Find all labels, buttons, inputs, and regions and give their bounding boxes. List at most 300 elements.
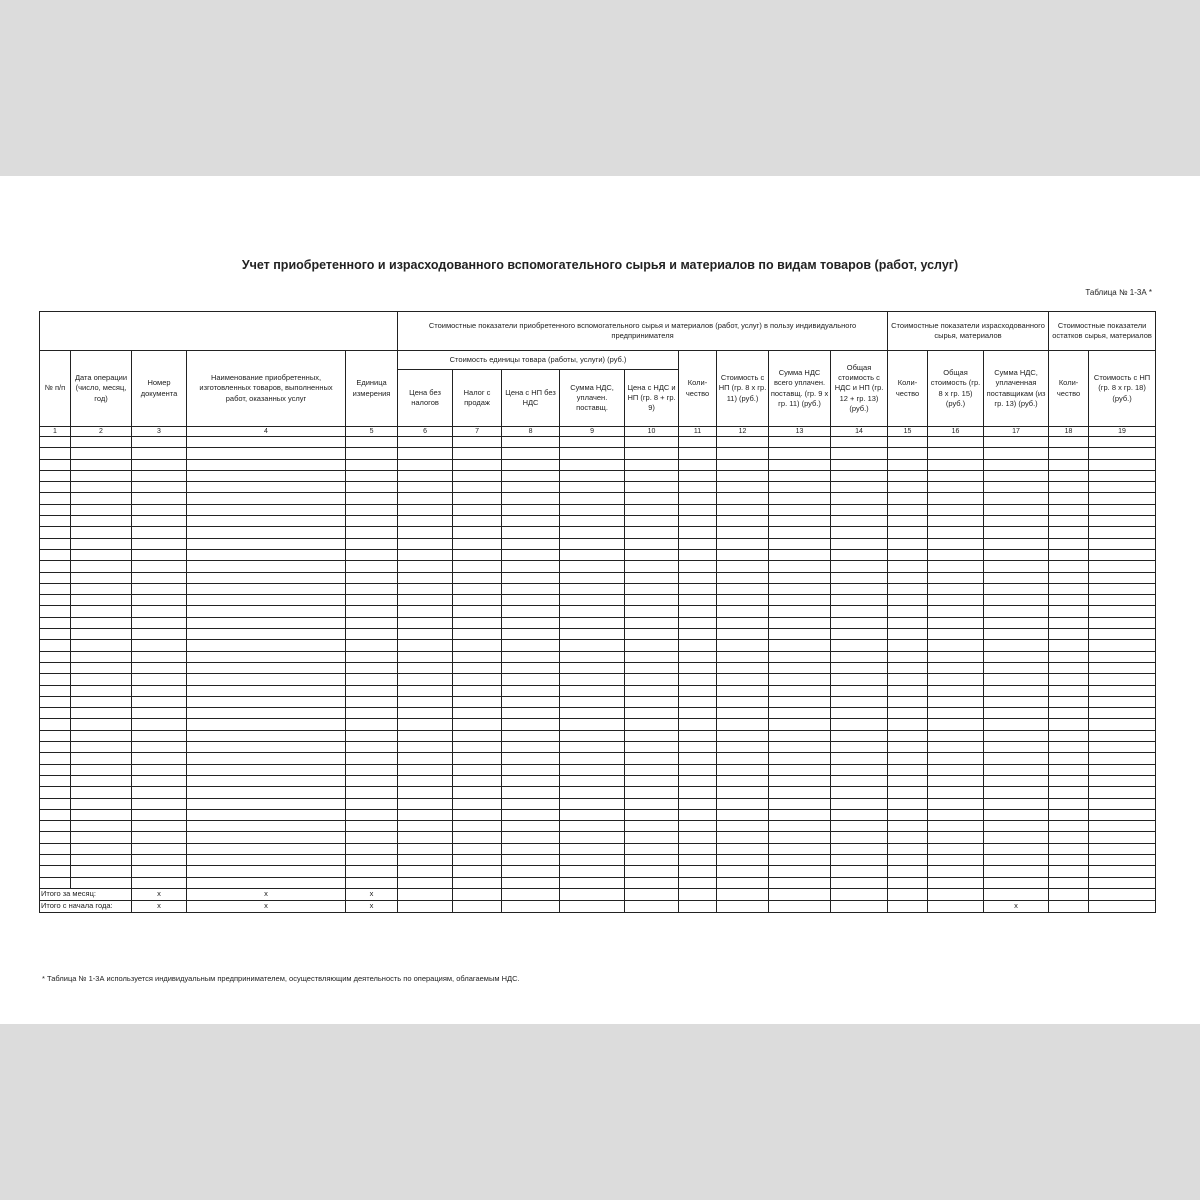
table-cell [717,595,769,606]
header-c15: Коли- чество [888,351,928,427]
table-cell [502,527,560,538]
table-cell [560,527,625,538]
table-cell [560,549,625,560]
table-cell [984,866,1049,877]
total-mark: x [187,900,346,912]
table-cell [346,504,398,515]
table-cell [346,606,398,617]
table-cell [502,516,560,527]
table-cell [560,696,625,707]
table-cell [625,866,679,877]
table-cell [71,583,132,594]
table-cell [71,798,132,809]
table-cell [769,493,831,504]
total-cell [769,888,831,900]
table-row [40,742,1156,753]
table-cell [502,753,560,764]
document-title: Учет приобретенного и израсходованного вспомогательного сырья и материалов по видам товаров (работ, услуг) [241,258,959,272]
table-cell [398,742,453,753]
table-cell [1049,708,1089,719]
table-row [40,583,1156,594]
table-cell [1089,696,1156,707]
table-cell [453,459,502,470]
table-cell [831,787,888,798]
table-cell [831,640,888,651]
table-cell [398,877,453,888]
total-mark: x [346,900,398,912]
table-cell [40,719,71,730]
table-cell [888,809,928,820]
header-c19: Стоимость с НП (гр. 8 х гр. 18) (руб.) [1089,351,1156,427]
table-cell [1049,730,1089,741]
table-cell [346,843,398,854]
table-cell [187,470,346,481]
table-cell [132,493,187,504]
table-cell [40,470,71,481]
table-cell [679,617,717,628]
header-c7: Налог с продаж [453,370,502,427]
table-cell [346,617,398,628]
table-cell [560,809,625,820]
table-cell [502,696,560,707]
table-cell [625,708,679,719]
table-cell [1089,595,1156,606]
table-cell [40,775,71,786]
header-group-remaining: Стоимостные показатели остатков сырья, материалов [1049,312,1156,351]
table-cell [560,719,625,730]
table-cell [679,787,717,798]
table-cell [625,437,679,448]
table-cell [453,606,502,617]
table-cell [71,832,132,843]
column-number-row [40,427,1156,437]
table-cell [560,561,625,572]
table-cell [453,549,502,560]
table-cell [132,561,187,572]
table-cell [1049,448,1089,459]
column-number: 1 [40,427,71,437]
table-cell [679,549,717,560]
table-cell [831,629,888,640]
table-cell [984,606,1049,617]
table-cell [679,854,717,865]
table-cell [346,538,398,549]
table-cell [346,809,398,820]
table-row [40,640,1156,651]
table-cell [769,448,831,459]
table-cell [928,877,984,888]
table-cell [679,470,717,481]
table-cell [502,866,560,877]
table-cell [679,866,717,877]
table-cell [717,437,769,448]
table-cell [625,809,679,820]
table-cell [928,437,984,448]
table-cell [1089,493,1156,504]
table-cell [928,674,984,685]
table-cell [346,662,398,673]
table-cell [928,482,984,493]
header-group-purchased: Стоимостные показатели приобретенного вспомогательного сырья и материалов (работ, услуг) в пользу индивидуального предпринимателя [398,312,888,351]
table-cell [717,482,769,493]
table-cell [40,583,71,594]
table-cell [717,742,769,753]
table-cell [453,448,502,459]
table-cell [888,527,928,538]
table-cell [132,696,187,707]
table-cell [71,787,132,798]
table-cell [398,730,453,741]
table-cell [984,561,1049,572]
table-cell [888,640,928,651]
table-cell [769,651,831,662]
table-cell [1089,662,1156,673]
table-cell [502,629,560,640]
table-row [40,730,1156,741]
table-row [40,809,1156,820]
table-cell [679,674,717,685]
table-cell [132,730,187,741]
table-cell [717,651,769,662]
table-cell [831,493,888,504]
table-cell [679,775,717,786]
table-cell [187,538,346,549]
table-cell [1089,629,1156,640]
table-cell [625,674,679,685]
table-cell [71,730,132,741]
table-row [40,617,1156,628]
table-cell [40,832,71,843]
table-cell [717,877,769,888]
table-cell [1049,538,1089,549]
table-cell [831,448,888,459]
table-cell [398,775,453,786]
header-blank-cell [40,312,398,351]
table-cell [346,854,398,865]
table-cell [1089,437,1156,448]
total-cell [453,900,502,912]
total-cell [928,900,984,912]
table-cell [831,583,888,594]
table-cell [187,459,346,470]
header-c12: Стоимость с НП (гр. 8 х гр. 11) (руб.) [717,351,769,427]
table-cell [560,583,625,594]
table-cell [928,775,984,786]
table-cell [40,685,71,696]
table-cell [40,843,71,854]
table-cell [453,798,502,809]
table-cell [71,753,132,764]
column-number: 5 [346,427,398,437]
table-cell [928,516,984,527]
table-cell [679,516,717,527]
table-cell [928,606,984,617]
table-cell [1089,730,1156,741]
table-cell [831,662,888,673]
table-cell [831,753,888,764]
table-cell [346,482,398,493]
table-cell [928,843,984,854]
table-cell [1049,685,1089,696]
table-cell [453,730,502,741]
table-cell [398,583,453,594]
table-cell [398,606,453,617]
table-cell [1089,527,1156,538]
table-cell [71,651,132,662]
table-cell [888,629,928,640]
table-cell [625,685,679,696]
table-cell [769,742,831,753]
table-cell [1089,572,1156,583]
table-cell [132,832,187,843]
table-cell [831,798,888,809]
table-cell [717,685,769,696]
table-cell [888,854,928,865]
table-cell [453,787,502,798]
table-cell [984,764,1049,775]
table-cell [560,606,625,617]
table-cell [831,437,888,448]
table-cell [831,595,888,606]
total-cell [1049,888,1089,900]
table-cell [888,764,928,775]
table-cell [560,437,625,448]
total-cell [560,900,625,912]
table-cell [187,832,346,843]
table-cell [984,493,1049,504]
total-cell [625,888,679,900]
table-cell [346,583,398,594]
table-row [40,561,1156,572]
table-cell [888,493,928,504]
table-cell [984,629,1049,640]
table-cell [984,877,1049,888]
total-cell [502,900,560,912]
total-mark: x [132,900,187,912]
table-cell [187,775,346,786]
table-cell [831,719,888,730]
table-row [40,753,1156,764]
table-cell [40,674,71,685]
table-cell [769,459,831,470]
header-group-consumed: Стоимостные показатели израсходованного сырья, материалов [888,312,1049,351]
table-cell [132,572,187,583]
table-cell [132,459,187,470]
table-cell [984,470,1049,481]
table-cell [502,470,560,481]
table-cell [769,832,831,843]
table-cell [888,651,928,662]
table-cell [984,708,1049,719]
table-cell [1089,583,1156,594]
table-cell [679,448,717,459]
table-cell [71,549,132,560]
table-cell [888,606,928,617]
table-cell [560,753,625,764]
table-cell [625,516,679,527]
table-cell [625,719,679,730]
table-cell [132,538,187,549]
table-cell [453,809,502,820]
table-cell [831,470,888,481]
table-cell [679,572,717,583]
column-number: 18 [1049,427,1089,437]
table-cell [40,549,71,560]
table-cell [1089,708,1156,719]
table-cell [625,617,679,628]
column-number: 13 [769,427,831,437]
table-cell [717,572,769,583]
table-cell [346,775,398,786]
table-cell [831,538,888,549]
table-cell [831,877,888,888]
table-cell [769,809,831,820]
table-cell [888,617,928,628]
column-number: 16 [928,427,984,437]
table-cell [71,470,132,481]
table-cell [132,606,187,617]
table-row [40,696,1156,707]
table-cell [187,854,346,865]
table-row [40,685,1156,696]
table-cell [928,685,984,696]
table-cell [717,538,769,549]
table-cell [928,798,984,809]
table-cell [888,832,928,843]
table-cell [502,482,560,493]
table-row [40,493,1156,504]
ledger-table [39,311,1156,913]
table-cell [453,832,502,843]
table-cell [1089,787,1156,798]
table-cell [831,651,888,662]
total-cell [398,900,453,912]
table-cell [346,821,398,832]
table-cell [40,493,71,504]
table-cell [453,708,502,719]
table-cell [888,730,928,741]
table-cell [679,821,717,832]
table-cell [346,651,398,662]
table-cell [625,640,679,651]
table-cell [502,809,560,820]
table-cell [187,764,346,775]
total-cell [1089,900,1156,912]
table-cell [831,674,888,685]
column-number: 8 [502,427,560,437]
table-row [40,764,1156,775]
table-cell [928,787,984,798]
table-cell [71,606,132,617]
table-cell [717,561,769,572]
total-cell [717,900,769,912]
table-cell [679,696,717,707]
table-cell [71,764,132,775]
column-number: 15 [888,427,928,437]
table-cell [625,538,679,549]
column-number: 12 [717,427,769,437]
table-cell [1049,742,1089,753]
total-cell [502,888,560,900]
table-cell [502,504,560,515]
table-cell [888,685,928,696]
table-cell [453,662,502,673]
table-row [40,832,1156,843]
table-cell [928,764,984,775]
table-cell [984,459,1049,470]
table-cell [1049,595,1089,606]
table-row [40,719,1156,730]
table-cell [984,651,1049,662]
table-cell [453,719,502,730]
table-cell [831,854,888,865]
table-cell [40,595,71,606]
table-cell [132,651,187,662]
table-cell [984,538,1049,549]
table-row [40,606,1156,617]
table-cell [398,493,453,504]
table-cell [502,640,560,651]
table-cell [769,470,831,481]
table-cell [679,493,717,504]
table-cell [888,572,928,583]
table-cell [398,516,453,527]
table-cell [679,753,717,764]
table-cell [769,640,831,651]
table-cell [502,854,560,865]
column-number: 14 [831,427,888,437]
table-row [40,866,1156,877]
table-cell [132,843,187,854]
table-cell [502,572,560,583]
table-cell [71,516,132,527]
table-cell [679,742,717,753]
table-cell [132,753,187,764]
table-row [40,674,1156,685]
table-cell [888,866,928,877]
table-cell [1049,482,1089,493]
table-cell [928,595,984,606]
column-number: 11 [679,427,717,437]
table-cell [502,583,560,594]
table-cell [1089,685,1156,696]
table-row [40,448,1156,459]
table-cell [71,437,132,448]
table-cell [453,482,502,493]
table-cell [679,437,717,448]
table-cell [888,742,928,753]
table-cell [453,742,502,753]
table-cell [40,787,71,798]
table-cell [71,662,132,673]
table-cell [346,549,398,560]
table-row [40,572,1156,583]
table-cell [560,538,625,549]
total-row-year [40,900,1156,912]
table-cell [502,561,560,572]
table-cell [679,640,717,651]
table-cell [625,877,679,888]
total-cell [888,900,928,912]
table-cell [769,674,831,685]
table-cell [984,685,1049,696]
table-row [40,516,1156,527]
table-cell [502,843,560,854]
table-cell [560,775,625,786]
table-cell [560,470,625,481]
table-cell [1089,866,1156,877]
total-cell [717,888,769,900]
